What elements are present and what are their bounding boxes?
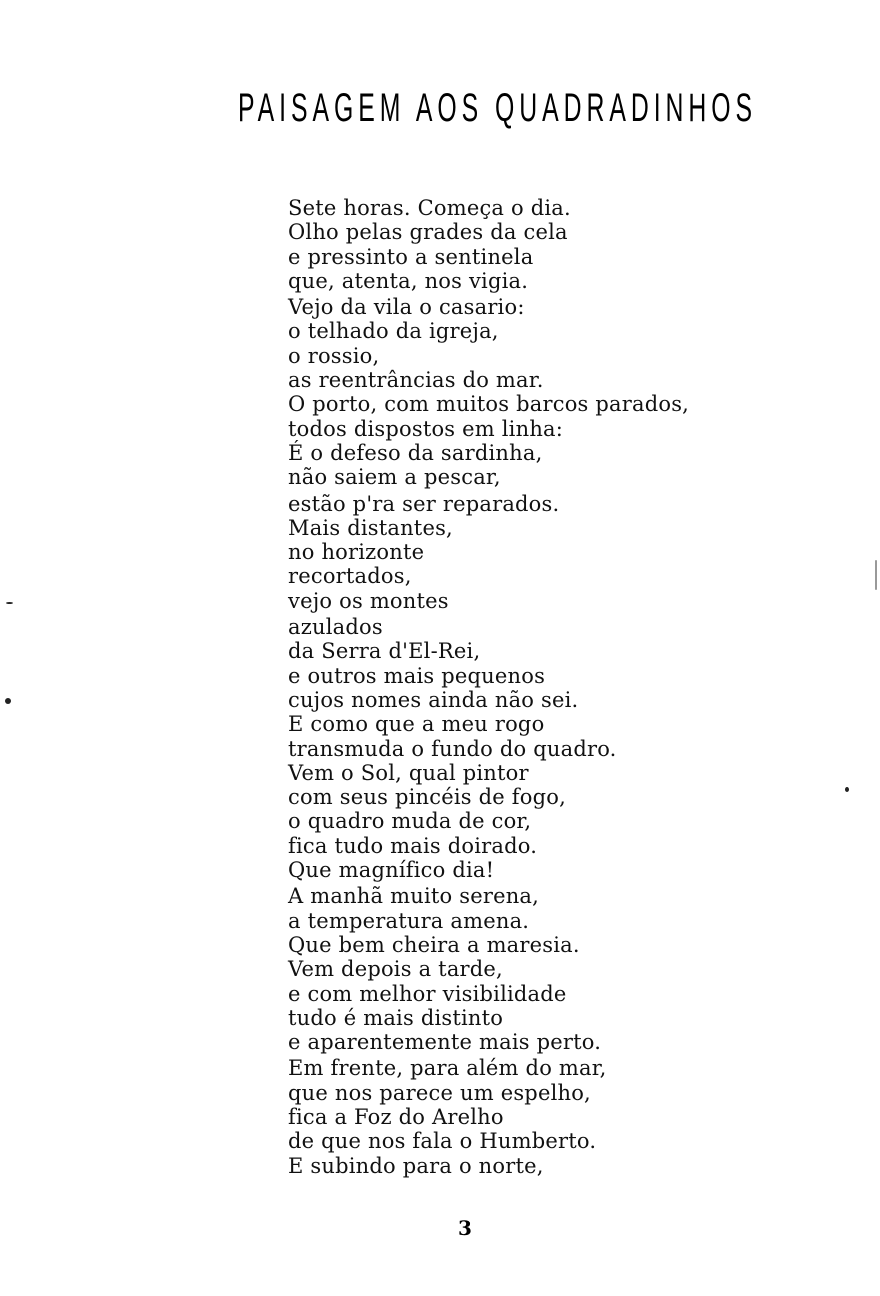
poem-line: Sete horas. Começa o dia. [288,196,571,220]
poem-line: cujos nomes ainda não sei. [288,687,579,712]
poem-line: de que nos fala o Humberto. [288,1129,597,1154]
scan-speck [6,602,13,604]
poem-line: que, atenta, nos vigia. [288,268,529,293]
poem-line: as reentrâncias do mar. [288,368,544,393]
poem-line: fica tudo mais doirado. [288,833,538,858]
poem-line: não saiem a pescar, [288,465,501,490]
poem-line: A manhã muito serena, [288,884,540,909]
poem-line: Olho pelas grades da cela [288,220,568,245]
scan-speck [5,698,11,704]
poem-line: o rossio, [288,343,380,368]
poem-line: fica a Foz do Arelho [288,1104,504,1129]
poem-line: o quadro muda de cor, [288,809,532,834]
poem-line: a temperatura amena. [288,908,530,933]
poem-line: no horizonte [288,540,425,565]
poem-line: com seus pincéis de fogo, [288,785,566,810]
poem-body [288,196,808,1178]
poem-line: todos dispostos em linha: [288,416,564,441]
poem-line: e aparentemente mais perto. [288,1030,602,1055]
poem-line: Que bem cheira a maresia. [288,932,580,957]
scan-speck [845,787,849,792]
poem-line: O porto, com muitos barcos parados, [288,392,690,417]
poem-line: vejo os montes [288,588,449,613]
poem-line: azulados [288,615,383,640]
poem-line: tudo é mais distinto [288,1005,504,1030]
poem-line: e pressinto a sentinela [288,244,534,269]
poem-line: recortados, [288,564,412,589]
poem-title: PAISAGEM AOS QUADRADINHOS [238,86,758,130]
poem-line: É o defeso da sardinha, [288,440,543,465]
poem-line: Em frente, para além do mar, [288,1056,607,1081]
poem-line: e outros mais pequenos [288,663,546,688]
poem-line: E como que a meu rogo [288,712,545,737]
poem-line: que nos parece um espelho, [288,1080,591,1105]
poem-line: e com melhor visibilidade [288,981,567,1006]
poem-line: Que magnífico dia! [288,858,495,883]
page-number: 3 [458,1216,472,1240]
poem-line: Vem depois a tarde, [288,957,503,982]
poem-line: estão p'ra ser reparados. [288,491,560,516]
poem-line: Vejo da vila o casario: [288,295,525,320]
scan-speck [875,560,877,590]
poem-line: E subindo para o norte, [288,1153,544,1178]
poem-line: Mais distantes, [288,515,453,540]
poem-line: Vem o Sol, qual pintor [288,760,529,785]
poem-line: transmuda o fundo do quadro. [288,736,617,761]
poem-line: o telhado da igreja, [288,319,499,344]
poem-line: da Serra d'El-Rei, [288,639,481,664]
